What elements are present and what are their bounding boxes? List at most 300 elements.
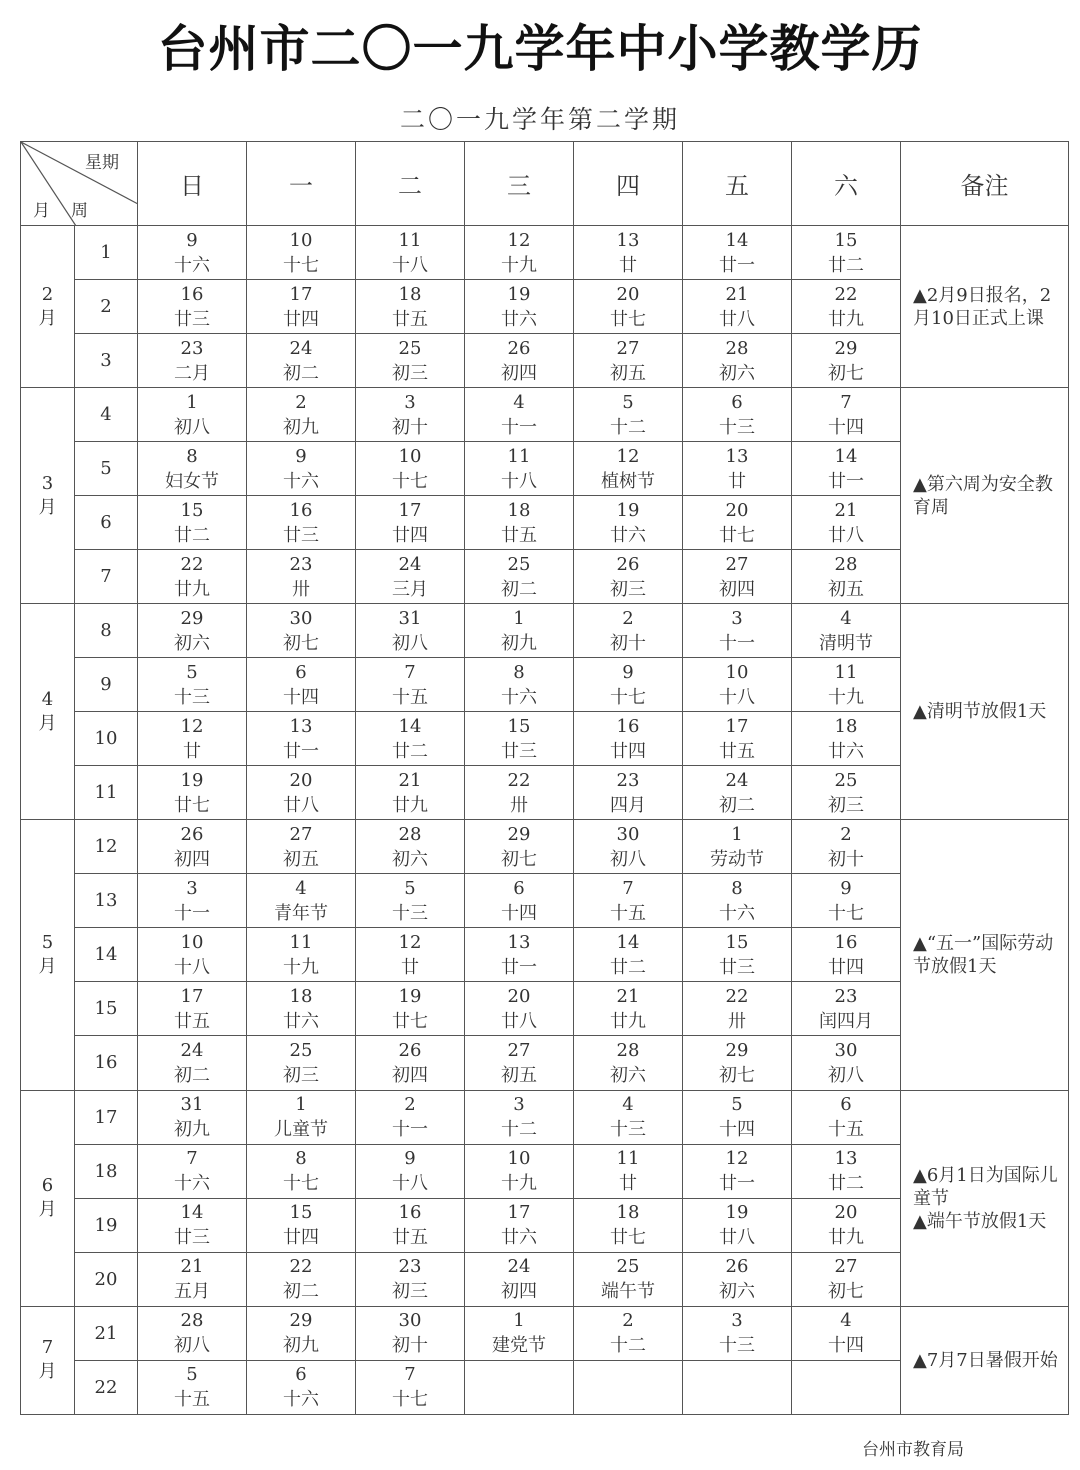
day-cell [683,928,792,982]
solar-date: 8 [295,1148,307,1170]
lunar-date: 初八 [610,848,646,870]
lunar-date: 十七 [283,1173,319,1195]
solar-date: 20 [289,769,313,791]
day-cell [465,1036,574,1090]
solar-date: 28 [180,1310,204,1332]
solar-date: 12 [507,229,531,251]
lunar-date: 十九 [828,686,864,708]
solar-date: 11 [616,1148,640,1170]
lunar-date: 初七 [719,1064,755,1086]
solar-date: 10 [507,1148,531,1170]
lunar-date: 十七 [610,686,646,708]
day-cell [247,442,356,496]
day-cell [356,226,465,280]
day-cell [247,982,356,1036]
solar-date: 5 [186,661,198,683]
lunar-date: 廿八 [501,1010,537,1032]
day-cell [683,1360,792,1414]
lunar-date: 廿五 [392,308,428,330]
solar-date: 4 [513,391,525,413]
lunar-date: 初九 [501,632,537,654]
issuer-footer: 台州市教育局 [862,1440,964,1460]
day-cell [356,874,465,928]
solar-date: 4 [840,1310,852,1332]
day-cell [138,1360,247,1414]
solar-date: 2 [622,1310,634,1332]
day-cell [792,280,901,334]
solar-date: 5 [404,877,416,899]
day-cell [356,1306,465,1360]
lunar-date: 初四 [501,362,537,384]
solar-date: 14 [180,1202,204,1224]
day-cell [574,766,683,820]
lunar-date: 十一 [501,416,537,438]
month-label-text: 2 月 [38,283,57,329]
day-cell [138,820,247,874]
lunar-date: 廿四 [828,956,864,978]
page-subtitle: 二〇一九学年第二学期 [399,105,680,134]
solar-date: 29 [289,1310,313,1332]
day-cell [683,1306,792,1360]
day-cell [574,1198,683,1252]
day-cell [138,496,247,550]
week-number: 13 [75,874,138,928]
solar-date: 15 [834,229,858,251]
week-number: 14 [75,928,138,982]
remark-note: ▲7月7日暑假开始 [901,1306,1069,1414]
day-cell [247,280,356,334]
lunar-date: 初七 [283,632,319,654]
day-cell [792,766,901,820]
lunar-date: 廿九 [174,578,210,600]
day-cell [138,280,247,334]
solar-date: 7 [404,661,416,683]
solar-date: 14 [616,931,640,953]
solar-date: 9 [840,877,852,899]
lunar-date: 初九 [283,1335,319,1357]
solar-date: 14 [725,229,749,251]
lunar-date: 十二 [610,1335,646,1357]
solar-date: 30 [289,607,313,629]
lunar-date: 十八 [392,254,428,276]
day-cell [792,1090,901,1144]
solar-date: 29 [834,337,858,359]
week-number: 3 [75,334,138,388]
day-cell [574,1090,683,1144]
lunar-date: 十三 [610,1119,646,1141]
day-cell [138,1198,247,1252]
lunar-date: 廿二 [828,254,864,276]
lunar-date: 初八 [174,416,210,438]
solar-date: 27 [834,1256,858,1278]
lunar-date: 十一 [174,902,210,924]
solar-date: 30 [834,1039,858,1061]
lunar-date: 初十 [610,632,646,654]
solar-date: 23 [180,337,204,359]
solar-date: 5 [731,1094,743,1116]
lunar-date: 廿五 [501,524,537,546]
solar-date: 25 [834,769,858,791]
solar-date: 14 [398,715,422,737]
day-cell [574,604,683,658]
day-cell [138,604,247,658]
solar-date: 3 [731,607,743,629]
solar-date: 21 [398,769,422,791]
solar-date: 28 [834,553,858,575]
day-cell [792,1306,901,1360]
solar-date: 10 [289,229,313,251]
lunar-date: 十四 [828,416,864,438]
day-cell [792,1036,901,1090]
day-cell [138,1036,247,1090]
lunar-date: 廿六 [283,1010,319,1032]
solar-date: 15 [725,931,749,953]
lunar-date: 十六 [174,1173,210,1195]
day-cell [247,928,356,982]
solar-date: 1 [295,1094,307,1116]
day-cell [247,1144,356,1198]
lunar-date: 十三 [719,1335,755,1357]
day-cell [138,226,247,280]
day-cell [138,1144,247,1198]
lunar-date: 初八 [392,632,428,654]
solar-date: 23 [616,769,640,791]
lunar-date: 廿 [619,254,637,276]
solar-date: 18 [834,715,858,737]
lunar-date: 廿一 [719,254,755,276]
solar-date: 16 [289,499,313,521]
solar-date: 12 [180,715,204,737]
solar-date: 26 [725,1256,749,1278]
lunar-date: 初二 [283,362,319,384]
solar-date: 30 [616,823,640,845]
day-cell [574,1306,683,1360]
lunar-date: 十三 [392,902,428,924]
lunar-date: 廿六 [501,1227,537,1249]
day-cell [465,226,574,280]
lunar-date: 廿八 [719,1227,755,1249]
day-cell [465,1252,574,1306]
corner-header [21,142,138,226]
weekday-header: 三 [465,142,574,226]
header-row [21,142,1069,226]
month-label-text: 6 月 [38,1175,57,1221]
solar-date: 6 [731,391,743,413]
lunar-date: 初八 [174,1335,210,1357]
lunar-date: 初六 [719,1281,755,1303]
solar-date: 11 [289,931,313,953]
day-cell [683,658,792,712]
solar-date: 23 [289,553,313,575]
solar-date: 18 [507,499,531,521]
week-number: 20 [75,1252,138,1306]
solar-date: 28 [725,337,749,359]
week-number: 19 [75,1198,138,1252]
lunar-date: 十三 [719,416,755,438]
lunar-date: 廿三 [283,524,319,546]
lunar-date: 十二 [610,416,646,438]
solar-date: 12 [725,1148,749,1170]
solar-date: 1 [186,391,198,413]
day-cell [247,766,356,820]
solar-date: 21 [834,499,858,521]
solar-date: 12 [398,931,422,953]
month-label [21,604,75,820]
lunar-date: 廿七 [392,1010,428,1032]
lunar-date: 廿四 [283,308,319,330]
day-cell [792,604,901,658]
lunar-date: 廿三 [174,1227,210,1249]
solar-date: 3 [731,1310,743,1332]
lunar-date: 初六 [174,632,210,654]
day-cell [247,874,356,928]
lunar-date: 廿 [619,1173,637,1195]
day-cell [247,1360,356,1414]
solar-date: 29 [507,823,531,845]
month-label-text: 5 月 [38,931,57,977]
day-cell [247,550,356,604]
week-row [21,604,1069,658]
week-number: 4 [75,388,138,442]
week-row [21,388,1069,442]
solar-date: 29 [725,1039,749,1061]
lunar-date: 廿九 [392,794,428,816]
lunar-date: 初七 [828,362,864,384]
day-cell [465,1090,574,1144]
lunar-date: 廿二 [828,1173,864,1195]
day-cell [247,496,356,550]
solar-date: 17 [180,985,204,1007]
lunar-date: 初三 [828,794,864,816]
solar-date: 26 [616,553,640,575]
day-cell [574,982,683,1036]
solar-date: 14 [834,445,858,467]
day-cell [465,442,574,496]
solar-date: 22 [507,769,531,791]
solar-date: 10 [180,931,204,953]
day-cell [683,1090,792,1144]
day-cell [356,280,465,334]
lunar-date: 廿三 [174,308,210,330]
solar-date: 10 [398,445,422,467]
month-label-text: 3 月 [38,472,57,518]
day-cell [574,1360,683,1414]
lunar-date: 廿 [728,470,746,492]
lunar-date: 初八 [828,1064,864,1086]
solar-date: 9 [404,1148,416,1170]
day-cell [683,820,792,874]
lunar-date: 廿一 [719,1173,755,1195]
day-cell [356,766,465,820]
solar-date: 16 [616,715,640,737]
day-cell [356,1036,465,1090]
solar-date: 22 [180,553,204,575]
solar-date: 19 [398,985,422,1007]
lunar-date: 十六 [283,1389,319,1411]
lunar-date: 初六 [392,848,428,870]
day-cell [247,1036,356,1090]
lunar-date: 十五 [828,1119,864,1141]
lunar-date: 廿一 [828,470,864,492]
day-cell [465,388,574,442]
day-cell [792,820,901,874]
day-cell [356,820,465,874]
lunar-date: 十六 [283,470,319,492]
remark-note: ▲清明节放假1天 [901,604,1069,820]
lunar-date: 十七 [392,470,428,492]
lunar-date: 十九 [501,1173,537,1195]
solar-date: 13 [834,1148,858,1170]
day-cell [356,334,465,388]
day-cell [683,1252,792,1306]
solar-date: 15 [180,499,204,521]
day-cell [356,658,465,712]
solar-date: 10 [725,661,749,683]
solar-date: 3 [513,1094,525,1116]
solar-date: 20 [725,499,749,521]
solar-date: 2 [404,1094,416,1116]
day-cell [465,1144,574,1198]
lunar-date: 五月 [174,1281,210,1303]
solar-date: 1 [513,1310,525,1332]
day-cell [356,604,465,658]
lunar-date: 廿六 [828,740,864,762]
lunar-date: 十七 [283,254,319,276]
remark-header: 备注 [901,142,1069,226]
weekday-header: 五 [683,142,792,226]
lunar-date: 廿八 [828,524,864,546]
lunar-date: 廿八 [719,308,755,330]
solar-date: 8 [513,661,525,683]
month-label-text: 4 月 [38,688,57,734]
day-cell [356,928,465,982]
solar-date: 19 [616,499,640,521]
lunar-date: 廿六 [501,308,537,330]
solar-date: 29 [180,607,204,629]
day-cell [247,604,356,658]
solar-date: 23 [834,985,858,1007]
solar-date: 28 [398,823,422,845]
solar-date: 26 [398,1039,422,1061]
day-cell [792,982,901,1036]
lunar-date: 初三 [283,1064,319,1086]
day-cell [792,334,901,388]
lunar-date: 廿九 [828,308,864,330]
lunar-date: 初五 [610,362,646,384]
day-cell [356,1090,465,1144]
week-number: 6 [75,496,138,550]
solar-date: 18 [289,985,313,1007]
month-label-text: 7 月 [38,1337,57,1383]
day-cell [792,442,901,496]
solar-date: 6 [840,1094,852,1116]
weekday-header: 四 [574,142,683,226]
lunar-date: 初七 [828,1281,864,1303]
lunar-date: 廿七 [610,308,646,330]
solar-date: 7 [186,1148,198,1170]
lunar-date: 初三 [392,362,428,384]
lunar-date: 十五 [392,686,428,708]
lunar-date: 廿七 [174,794,210,816]
lunar-date: 初九 [283,416,319,438]
day-cell [574,658,683,712]
lunar-date: 初二 [501,578,537,600]
solar-date: 6 [295,661,307,683]
month-label [21,820,75,1090]
lunar-date: 初二 [174,1064,210,1086]
day-cell [138,388,247,442]
lunar-date: 廿一 [501,956,537,978]
weekday-header: 日 [138,142,247,226]
lunar-date: 十八 [392,1173,428,1195]
day-cell [138,442,247,496]
lunar-date: 初四 [501,1281,537,1303]
day-cell [138,766,247,820]
day-cell [247,712,356,766]
day-cell [683,766,792,820]
week-row [21,820,1069,874]
lunar-date: 初四 [174,848,210,870]
lunar-date: 初六 [610,1064,646,1086]
solar-date: 17 [289,283,313,305]
day-cell [356,712,465,766]
solar-date: 21 [725,283,749,305]
day-cell [683,1144,792,1198]
day-cell [247,820,356,874]
solar-date: 31 [180,1094,204,1116]
week-number: 10 [75,712,138,766]
lunar-date: 廿九 [610,1010,646,1032]
solar-date: 22 [725,985,749,1007]
solar-date: 11 [398,229,422,251]
day-cell [683,442,792,496]
lunar-date: 初四 [719,578,755,600]
lunar-date: 清明节 [819,632,873,654]
day-cell [792,1198,901,1252]
week-row [21,226,1069,280]
lunar-date: 二月 [174,362,210,384]
day-cell [683,388,792,442]
lunar-date: 廿 [183,740,201,762]
lunar-date: 十二 [501,1119,537,1141]
day-cell [683,334,792,388]
solar-date: 19 [180,769,204,791]
day-cell [465,550,574,604]
day-cell [465,1306,574,1360]
lunar-date: 劳动节 [710,848,764,870]
solar-date: 3 [186,877,198,899]
day-cell [138,334,247,388]
solar-date: 17 [398,499,422,521]
solar-date: 16 [398,1202,422,1224]
day-cell [683,550,792,604]
day-cell [465,820,574,874]
day-cell [247,334,356,388]
week-number: 2 [75,280,138,334]
day-cell [356,550,465,604]
lunar-date: 十一 [719,632,755,654]
solar-date: 25 [507,553,531,575]
day-cell [247,1090,356,1144]
lunar-date: 十一 [392,1119,428,1141]
day-cell [792,550,901,604]
lunar-date: 初六 [719,362,755,384]
lunar-date: 廿一 [283,740,319,762]
day-cell [574,874,683,928]
lunar-date: 十六 [501,686,537,708]
lunar-date: 儿童节 [274,1119,328,1141]
solar-date: 1 [513,607,525,629]
